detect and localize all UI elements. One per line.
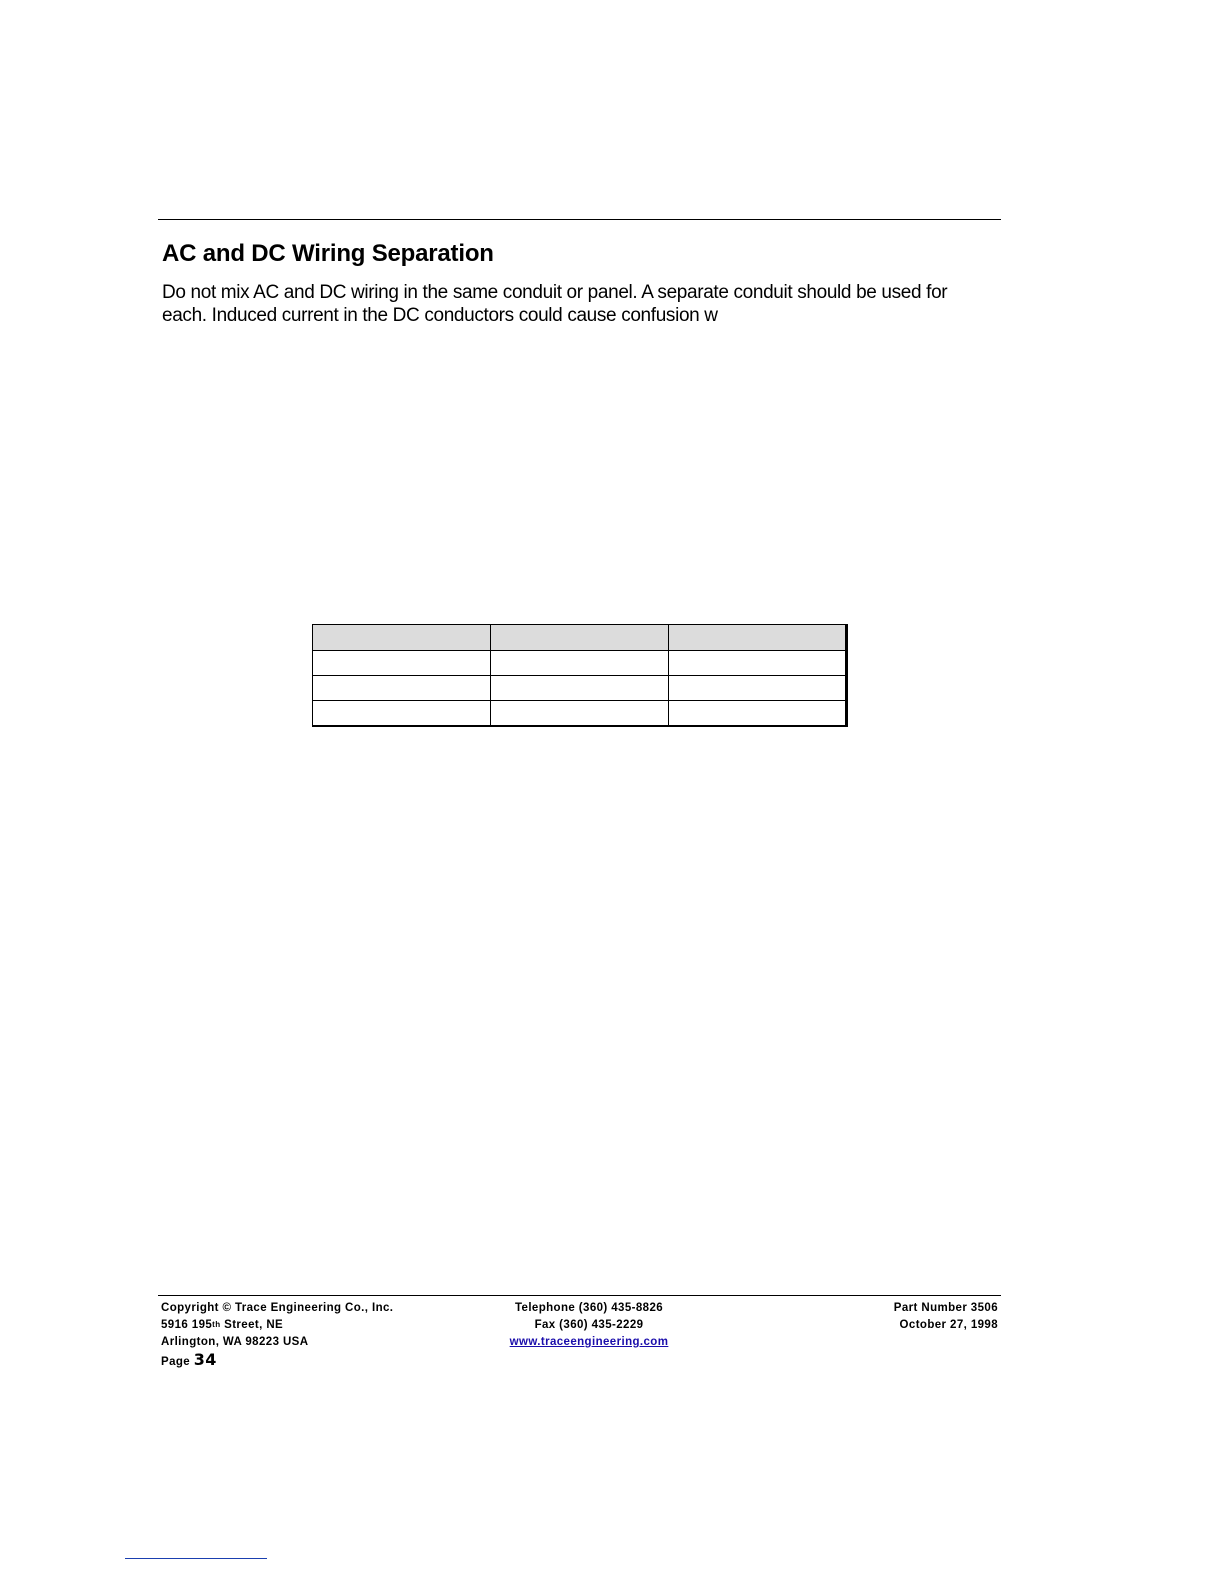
table-cell <box>491 651 669 676</box>
section-heading: AC and DC Wiring Separation <box>162 240 494 267</box>
table-cell <box>313 651 491 676</box>
page-indicator <box>161 1351 393 1371</box>
telephone-line: Telephone (360) 435-8826 <box>514 1302 664 1314</box>
paragraph-line-2: each. Induced current in the DC conductors could cause confusion w <box>162 305 718 326</box>
footer-left <box>161 1300 393 1371</box>
table-cell <box>669 676 847 701</box>
bottom-edge-line <box>125 1558 267 1559</box>
table-row <box>313 701 847 727</box>
city-line: Arlington, WA 98223 USA <box>161 1336 309 1348</box>
table-cell <box>669 651 847 676</box>
table-cell <box>313 676 491 701</box>
empty-table <box>312 624 848 727</box>
footer-right <box>894 1300 998 1334</box>
website-link[interactable]: www.traceengineering.com <box>509 1336 669 1348</box>
copyright-line: Copyright © Trace Engineering Co., Inc. <box>161 1302 394 1314</box>
table-cell <box>669 701 847 727</box>
table-header-row <box>313 625 847 651</box>
table-row <box>313 651 847 676</box>
table-header-cell <box>313 625 491 651</box>
table-header-cell <box>669 625 847 651</box>
street-suffix: th <box>212 1320 221 1329</box>
street-line <box>161 1317 393 1334</box>
table-header-cell <box>491 625 669 651</box>
table-cell <box>491 701 669 727</box>
part-number: Part Number 3506 <box>893 1302 998 1314</box>
page-number: 34 <box>193 1350 217 1369</box>
table-cell <box>313 701 491 727</box>
fax-line: Fax (360) 435-2229 <box>534 1319 644 1331</box>
document-date: October 27, 1998 <box>899 1319 998 1331</box>
footer-center <box>489 1300 689 1351</box>
table-cell <box>491 676 669 701</box>
street-number: 5916 195 <box>161 1319 213 1331</box>
table-row <box>313 676 847 701</box>
street-name: Street, NE <box>220 1319 284 1331</box>
section-paragraph <box>162 281 1002 327</box>
header-rule <box>158 219 1001 220</box>
paragraph-line-1: Do not mix AC and DC wiring in the same conduit or panel. A separate conduit should be used for <box>162 282 948 303</box>
footer-rule <box>158 1295 1001 1296</box>
page-label: Page <box>161 1356 194 1368</box>
